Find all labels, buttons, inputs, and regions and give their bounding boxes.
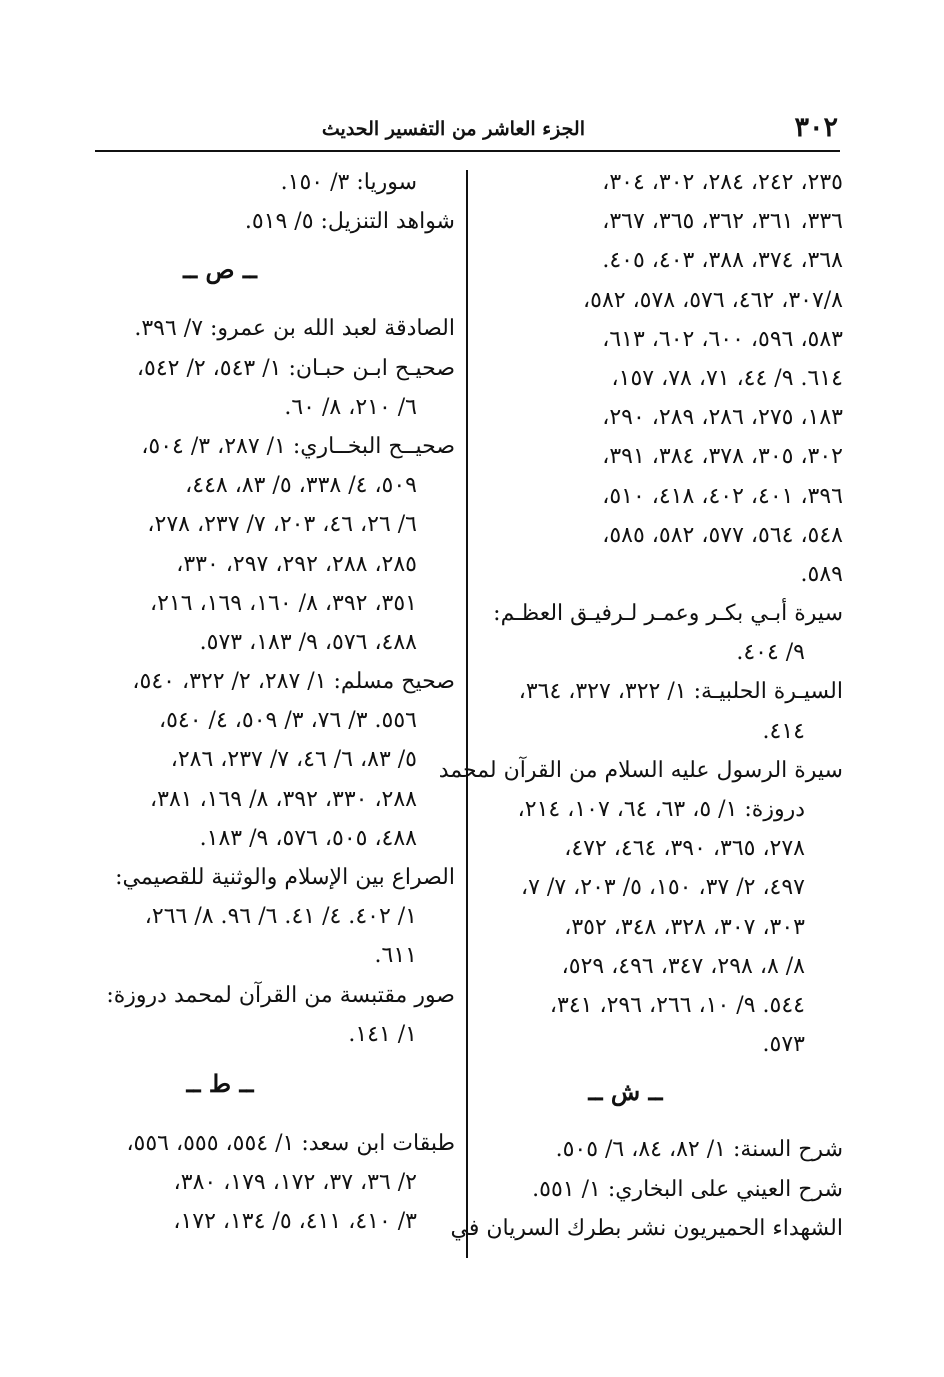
index-line: دروزة: ١/ ٥، ٦٣، ٦٤، ١٠٧، ٢١٤، — [517, 797, 805, 822]
index-line: ٦/ ٢١٠، ٨/ ٦٠. — [284, 394, 417, 420]
column-divider — [466, 170, 468, 1258]
index-entry: سيرة الرسول عليه السلام من القرآن لمحمد — [438, 757, 843, 783]
right-column — [438, 163, 843, 1248]
index-line: ٢٨٥، ٢٨٨، ٢٩٢، ٢٩٧، ٣٣٠، — [176, 551, 417, 577]
index-entry: الشهداء الحميريون نشر بطرك السريان في — [450, 1215, 843, 1241]
index-line: ٦١٤. ٩/ ٤٤، ٧١، ٧٨، ١٥٧، — [611, 365, 843, 391]
index-line: ٥٧٣. — [762, 1032, 805, 1058]
index-line: ٣٠٣، ٣٠٧، ٣٢٨، ٣٤٨، ٣٥٢، — [564, 914, 805, 940]
index-line: ٤٩٧، ٢/ ٣٧، ١٥٠، ٥/ ٢٠٣، ٧/ ٧، — [520, 875, 805, 901]
index-entry: السيـرة الحلبيـة: ١/ ٣٢٢، ٣٢٧، ٣٦٤، — [518, 679, 843, 705]
index-line: ٨/ ٨، ٢٩٨، ٣٤٧، ٤٩٦، ٥٢٩، — [561, 953, 805, 979]
left-column — [95, 163, 455, 1242]
index-line: ٣٥١، ٣٩٢، ٨/ ١٦٠، ١٦٩، ٢١٦، — [150, 590, 417, 616]
index-line: ٥/ ٨٣، ٦/ ٤٦، ٧/ ٢٣٧، ٢٨٦، — [170, 747, 417, 773]
index-entry: شرح العيني على البخاري: ١/ ٥٥١. — [532, 1176, 843, 1202]
index-entry: صحيــح البخــاري: ١/ ٢٨٧، ٣/ ٥٠٤، — [141, 433, 455, 459]
index-line: ٥٨٣، ٥٩٦، ٦٠٠، ٦٠٢، ٦١٣، — [602, 326, 843, 352]
index-entry: شرح السنة: ١/ ٨٢، ٨٤، ٦/ ٥٠٥. — [555, 1137, 843, 1163]
index-line: ٣٦٨، ٣٧٤، ٣٨٨، ٤٠٣، ٤٠٥. — [602, 248, 843, 274]
index-line: ٣٩٦، ٤٠١، ٤٠٢، ٤١٨، ٥١٠، — [602, 483, 843, 509]
index-entry: صحيح مسلم: ١/ ٢٨٧، ٢/ ٣٢٢، ٥٤٠، — [132, 669, 455, 695]
index-line: ٤١٤. — [762, 718, 805, 744]
index-line: ٥٥٦. ٣/ ٧٦، ٣/ ٥٠٩، ٤/ ٥٤٠، — [159, 708, 417, 734]
index-line: ٦/ ٢٦، ٤٦، ٢٠٣، ٧/ ٢٣٧، ٢٧٨، — [147, 512, 417, 538]
page-header — [95, 112, 840, 152]
index-entry: سيرة أبـي بكـر وعمـر لـرفيـق العظـم: — [493, 601, 843, 627]
index-line: ١٨٣، ٢٧٥، ٢٨٦، ٢٨٩، ٢٩٠، — [602, 405, 843, 431]
running-title: الجزء العاشر من التفسير الحديث — [321, 118, 585, 140]
index-line: ١/ ٤٠٢. ٤/ ٤١. ٦/ ٩٦. ٨/ ٢٦٦، — [144, 904, 417, 930]
index-line: ٩/ ٤٠٤. — [736, 640, 805, 666]
index-line: ٣٠٧/٨، ٤٦٢، ٥٧٦، ٥٧٨، ٥٨٢، — [583, 287, 843, 313]
index-entry: طبقات ابن سعد: ١/ ٥٥٤، ٥٥٥، ٥٥٦، — [126, 1130, 455, 1156]
index-entry: الصراع بين الإسلام والوثنية للقصيمي: — [115, 865, 455, 890]
index-line: ٣٠٢، ٣٠٥، ٣٧٨، ٣٨٤، ٣٩١، — [602, 444, 843, 470]
index-line: سوريا: ٣/ ١٥٠. — [280, 170, 417, 195]
index-line: ٥٤٤. ٩/ ١٠، ٢٦٦، ٢٩٦، ٣٤١، — [549, 992, 805, 1018]
index-line: ٦١١. — [374, 943, 417, 969]
index-line: ٤٨٨، ٥٠٥، ٥٧٦، ٩/ ١٨٣. — [199, 825, 417, 851]
index-line: ٣/ ٤١٠، ٤١١، ٥/ ١٣٤، ١٧٢، — [173, 1209, 417, 1235]
index-entry: صور مقتبسة من القرآن لمحمد دروزة: — [106, 982, 455, 1008]
section-heading-ta: ــ ط ــ — [186, 1068, 254, 1098]
index-entry: صحيـح ابـن حبـان: ١/ ٥٤٣، ٢/ ٥٤٢، — [136, 355, 455, 381]
index-line: ٤٨٨، ٥٧٦، ٩/ ١٨٣، ٥٧٣. — [199, 629, 417, 655]
index-line: ٢٧٨، ٣٦٥، ٣٩٠، ٤٦٤، ٤٧٢، — [564, 836, 805, 862]
section-heading-sad: ــ ص ــ — [183, 255, 257, 285]
section-heading-shin: ــ ش ــ — [588, 1077, 663, 1107]
index-line: ٥٠٩، ٤/ ٣٣٨، ٥/ ٨٣، ٤٤٨، — [185, 473, 417, 499]
page-number: ٣٠٢ — [794, 112, 838, 143]
index-line: ٢٣٥، ٢٤٢، ٢٨٤، ٣٠٢، ٣٠٤، — [602, 170, 843, 195]
index-entry: شواهد التنزيل: ٥/ ٥١٩. — [244, 209, 455, 235]
index-line: ٣٣٦، ٣٦١، ٣٦٢، ٣٦٥، ٣٦٧، — [602, 209, 843, 235]
index-line: ٥٨٩. — [800, 561, 843, 587]
index-line: ٢/ ٣٦، ٣٧، ١٧٢، ١٧٩، ٣٨٠، — [173, 1170, 417, 1196]
index-line: ١/ ١٤١. — [348, 1021, 417, 1047]
index-line: ٥٤٨، ٥٦٤، ٥٧٧، ٥٨٢، ٥٨٥، — [602, 522, 843, 548]
index-line: ٢٨٨، ٣٣٠، ٣٩٢، ٨/ ١٦٩، ٣٨١، — [150, 786, 417, 812]
index-entry: الصادقة لعبد الله بن عمرو: ٧/ ٣٩٦. — [134, 316, 455, 342]
